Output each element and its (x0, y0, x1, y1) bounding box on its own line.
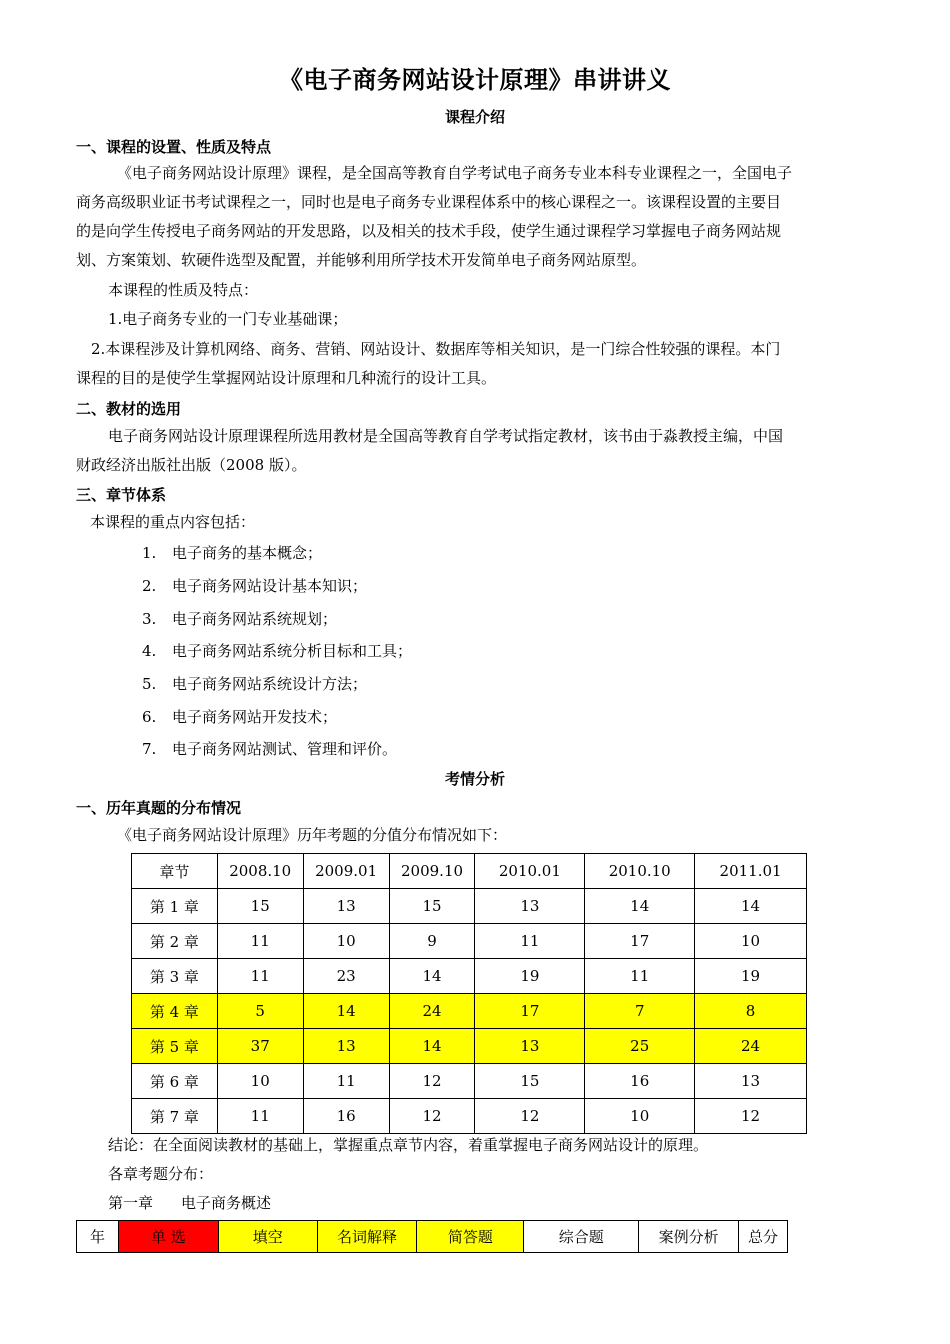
chapter-list-item: 5. 电子商务网站系统设计方法； (142, 675, 368, 693)
chapter-list-item: 4. 电子商务网站系统分析目标和工具； (142, 642, 413, 660)
heading-setup: 一、课程的设置、性质及特点 (76, 138, 272, 156)
table-row (132, 1029, 807, 1064)
conclusion-text: 结论：在全面阅读教材的基础上，掌握重点章节内容，着重掌握电子商务网站设计的原理。 (108, 1136, 709, 1154)
table-header-cell: 填空 (218, 1221, 317, 1253)
table-cell: 11 (475, 924, 585, 959)
table-cell: 19 (475, 959, 585, 994)
table-header-cell: 年 (77, 1221, 119, 1253)
table-cell: 章节 (132, 854, 218, 889)
table-row (132, 889, 807, 924)
nature-item-2-line2: 课程的目的是使学生掌握网站设计原理和几种流行的设计工具。 (76, 369, 497, 387)
table-row (132, 959, 807, 994)
table-cell: 15 (475, 1064, 585, 1099)
table-cell: 11 (585, 959, 695, 994)
intro-line-1: 《电子商务网站设计原理》课程，是全国高等教育自学考试电子商务专业本科专业课程之一，全国电子 (117, 164, 793, 182)
table-cell: 14 (695, 889, 807, 924)
table-header-row (132, 854, 807, 889)
table-cell: 第 2 章 (132, 924, 218, 959)
distribution-intro: 《电子商务网站设计原理》历年考题的分值分布情况如下： (117, 826, 508, 844)
table-cell: 2011.01 (695, 854, 807, 889)
table-cell: 12 (389, 1099, 475, 1134)
table-cell: 11 (217, 959, 303, 994)
table-header-cell: 综合题 (524, 1221, 639, 1253)
table-cell: 25 (585, 1029, 695, 1064)
table-cell: 7 (585, 994, 695, 1029)
table-header-cell: 简答题 (417, 1221, 524, 1253)
section-course-intro: 课程介绍 (444, 108, 505, 126)
table-header-cell: 单 选 (118, 1221, 218, 1253)
table-cell: 第 3 章 (132, 959, 218, 994)
table-cell: 14 (389, 1029, 475, 1064)
table-cell: 11 (217, 1099, 303, 1134)
chapter1-question-table (76, 1220, 788, 1253)
chapter-list-item: 6. 电子商务网站开发技术； (142, 708, 338, 726)
heading-distribution: 一、历年真题的分布情况 (76, 799, 242, 817)
chapter-list-item: 3. 电子商务网站系统规划； (142, 610, 338, 628)
chapter-list-item: 7. 电子商务网站测试、管理和评价。 (142, 740, 398, 758)
table-cell: 10 (217, 1064, 303, 1099)
table-cell: 10 (585, 1099, 695, 1134)
focus-intro: 本课程的重点内容包括： (90, 513, 256, 531)
table-header-cell: 总分 (739, 1221, 788, 1253)
table-cell: 13 (695, 1064, 807, 1099)
intro-line-4: 划、方案策划、软硬件选型及配置，并能够利用所学技术开发简单电子商务网站原型。 (76, 251, 647, 269)
table-header-cell: 案例分析 (639, 1221, 739, 1253)
table-cell: 2009.10 (389, 854, 475, 889)
table-cell: 24 (389, 994, 475, 1029)
nature-title: 本课程的性质及特点： (108, 281, 259, 299)
score-distribution-table (131, 853, 807, 1134)
textbook-line-1: 电子商务网站设计原理课程所选用教材是全国高等教育自学考试指定教材，该书由于淼教授主编，中国 (108, 427, 784, 445)
table-row (132, 1099, 807, 1134)
table-cell: 第 1 章 (132, 889, 218, 924)
table-cell: 9 (389, 924, 475, 959)
table-cell: 15 (217, 889, 303, 924)
table-cell: 14 (585, 889, 695, 924)
table-cell: 第 7 章 (132, 1099, 218, 1134)
table-cell: 10 (303, 924, 389, 959)
table-row (132, 924, 807, 959)
table-cell: 2008.10 (217, 854, 303, 889)
table-cell: 16 (303, 1099, 389, 1134)
table-cell: 13 (303, 1029, 389, 1064)
intro-line-3: 的是向学生传授电子商务网站的开发思路，以及相关的技术手段，使学生通过课程学习掌握电子商务网站规 (76, 222, 782, 240)
section-exam-analysis: 考情分析 (444, 770, 505, 788)
chapter1-heading: 第一章 电子商务概述 (108, 1194, 272, 1212)
table-cell: 37 (217, 1029, 303, 1064)
nature-item-1: 1.电子商务专业的一门专业基础课； (108, 310, 348, 328)
table-header-row (77, 1221, 788, 1253)
table-cell: 第 5 章 (132, 1029, 218, 1064)
table-cell: 14 (303, 994, 389, 1029)
table-row (132, 1064, 807, 1099)
table-cell: 5 (217, 994, 303, 1029)
document-title: 《电子商务网站设计原理》串讲讲义 (279, 66, 671, 94)
table-header-cell: 名词解释 (317, 1221, 417, 1253)
textbook-line-2: 财政经济出版社出版（2008 版）。 (76, 456, 307, 474)
chapter-list-item: 2. 电子商务网站设计基本知识； (142, 577, 368, 595)
table-cell: 23 (303, 959, 389, 994)
heading-chapters: 三、章节体系 (76, 486, 167, 504)
table-cell: 8 (695, 994, 807, 1029)
chapter-list-item: 1. 电子商务的基本概念； (142, 544, 323, 562)
table-cell: 14 (389, 959, 475, 994)
table-cell: 16 (585, 1064, 695, 1099)
table-cell: 15 (389, 889, 475, 924)
per-chapter-label: 各章考题分布： (108, 1165, 214, 1183)
table-cell: 第 4 章 (132, 994, 218, 1029)
table-cell: 10 (695, 924, 807, 959)
table-cell: 11 (303, 1064, 389, 1099)
table-row (132, 994, 807, 1029)
table-cell: 24 (695, 1029, 807, 1064)
table-cell: 第 6 章 (132, 1064, 218, 1099)
nature-item-2-line1: 2.本课程涉及计算机网络、商务、营销、网站设计、数据库等相关知识，是一门综合性较强的课程。本门 (91, 340, 781, 358)
table-cell: 17 (475, 994, 585, 1029)
table-cell: 13 (475, 1029, 585, 1064)
table-cell: 2009.01 (303, 854, 389, 889)
table-cell: 13 (303, 889, 389, 924)
table-cell: 12 (695, 1099, 807, 1134)
table-cell: 12 (475, 1099, 585, 1134)
table-cell: 17 (585, 924, 695, 959)
table-cell: 19 (695, 959, 807, 994)
table-cell: 2010.01 (475, 854, 585, 889)
table-cell: 11 (217, 924, 303, 959)
intro-line-2: 商务高级职业证书考试课程之一，同时也是电子商务专业课程体系中的核心课程之一。该课程设置的主要目 (76, 193, 782, 211)
table-cell: 2010.10 (585, 854, 695, 889)
table-cell: 12 (389, 1064, 475, 1099)
table-cell: 13 (475, 889, 585, 924)
heading-textbook: 二、教材的选用 (76, 400, 182, 418)
